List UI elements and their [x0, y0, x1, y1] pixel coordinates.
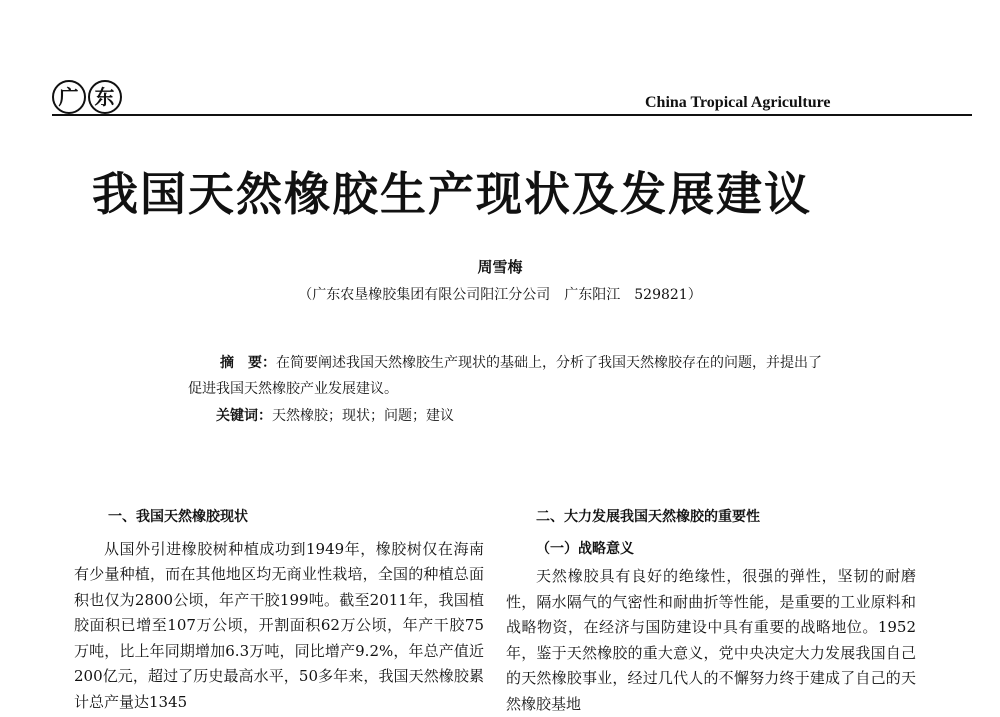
article-title: 我国天然橡胶生产现状及发展建议: [92, 167, 812, 221]
subsection-heading: （一）战略意义: [536, 540, 634, 557]
left-column: [74, 505, 484, 715]
keywords-text: 天然橡胶；现状；问题；建议: [272, 408, 454, 424]
body-paragraph: 从国外引进橡胶树种植成功到1949年，橡胶树仅在海南有少量种植，而在其他地区均无商业性栽培，全国的种植总面积也仅为2800公顷，年产干胶199吨。截至2011年，我国植胶面积已增至107万公顷，开割面积62万公顷，年产干胶75万吨，比上年同期增加6.3万吨，同比增产9.2%，年总产值近200亿元，超过了历史最高水平，50多年来，我国天然橡胶累计总产量达1345: [74, 539, 484, 711]
author-name: 周雪梅: [477, 258, 523, 276]
author-affiliation: （广东农垦橡胶集团有限公司阳江分公司 广东阳江 529821）: [298, 287, 702, 303]
journal-name: China Tropical Agriculture: [645, 94, 831, 111]
abstract-label: 摘 要：: [220, 355, 276, 371]
logo-char: 广: [52, 80, 86, 114]
keywords-label: 关键词：: [216, 408, 272, 424]
section-heading: 二、大力发展我国天然橡胶的重要性: [536, 509, 760, 525]
right-column: [506, 505, 916, 717]
journal-logo: [52, 80, 122, 114]
section-heading: 一、我国天然橡胶现状: [108, 509, 248, 525]
abstract-text: 在简要阐述我国天然橡胶生产现状的基础上，分析了我国天然橡胶存在的问题，并提出了促进我国天然橡胶产业发展建议。: [188, 355, 822, 397]
logo-char: 东: [88, 80, 122, 114]
keywords: [216, 403, 454, 429]
header-divider: [52, 114, 972, 116]
abstract: [188, 350, 828, 402]
body-paragraph: 天然橡胶具有良好的绝缘性，很强的弹性，坚韧的耐磨性，隔水隔气的气密性和耐曲折等性能，是重要的工业原料和战略物资，在经济与国防建设中具有重要的战略地位。1952年，鉴于天然橡胶的重大意义，党中央决定大力发展我国自己的天然橡胶事业，经过几代人的不懈努力终于建成了自己的天然橡胶基地: [506, 567, 916, 713]
